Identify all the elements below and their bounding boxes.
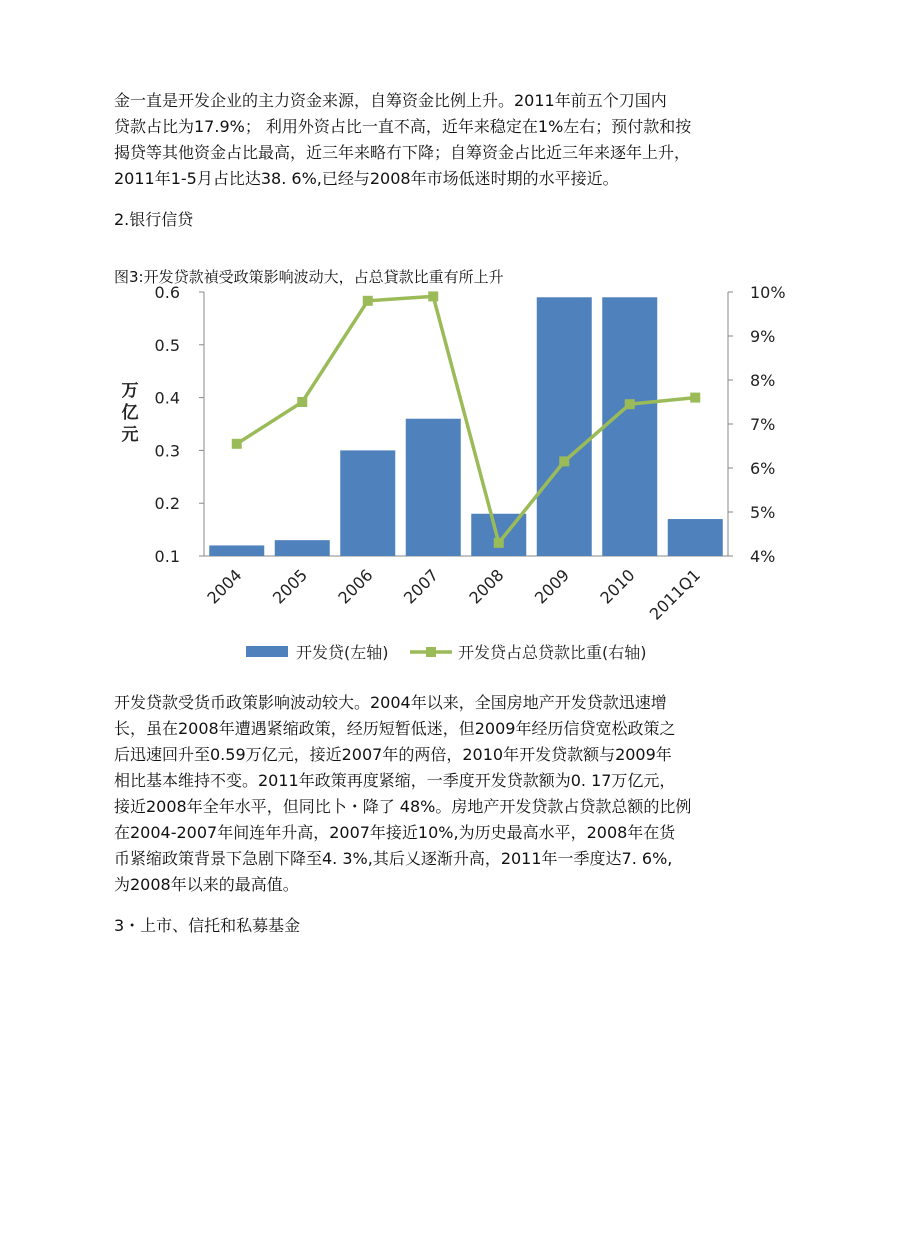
section-heading-bank-credit: 2.银行信贷 bbox=[114, 210, 194, 229]
right-tick-label: 4% bbox=[750, 547, 776, 566]
bar-2010 bbox=[602, 297, 657, 556]
category-label: 2008 bbox=[465, 565, 508, 608]
right-tick-label: 10% bbox=[750, 283, 786, 302]
paragraph-line: 贷款占比为17.9%； 利用外资占比一直不高，近年来稳定在1%左右；预付款和按 bbox=[114, 117, 692, 136]
share-point-2010 bbox=[625, 399, 635, 409]
category-label: 2007 bbox=[399, 565, 443, 608]
left-tick-label: 0.1 bbox=[154, 547, 180, 566]
bar-2004 bbox=[209, 545, 264, 556]
paragraph-funding-sources bbox=[114, 88, 764, 192]
category-label: 2005 bbox=[268, 565, 312, 608]
bar-2007 bbox=[406, 419, 461, 556]
paragraph-line: 开发贷款受货币政策影响波动较大。2004年以来，全国房地产开发贷款迅速增 bbox=[114, 693, 667, 712]
paragraph-line: 揭贷等其他资金占比最高，近三年来略冇下降；自筹资金占比近三年来逐年上升， bbox=[114, 143, 691, 162]
y-axis-label-char: 元 bbox=[121, 425, 139, 445]
legend-line-label: 开发贷占总贷款比重(右轴) bbox=[458, 643, 647, 662]
share-point-2004 bbox=[232, 439, 242, 449]
bar-2006 bbox=[340, 450, 395, 556]
paragraph-line: 后迅速回升至0.59万亿元，接近2007年的两倍，2010年开发贷款额与2009年 bbox=[114, 745, 672, 764]
left-tick-label: 0.5 bbox=[154, 335, 180, 355]
left-tick-label: 0.2 bbox=[154, 494, 180, 514]
figure-caption: 图3:开发贷款禎受政策影响波动大，占总貸款比重有所上升 bbox=[114, 268, 504, 286]
category-label: 2006 bbox=[334, 565, 377, 608]
share-point-2005 bbox=[297, 397, 307, 407]
paragraph-line: 币紧缩政策背景下急剧下降至4. 3%,其后乂逐渐升高，2011年一季度达7. 6%, bbox=[114, 849, 673, 868]
left-tick-label: 0.6 bbox=[154, 283, 180, 302]
category-label: 2010 bbox=[596, 565, 639, 608]
category-label: 2011Q1 bbox=[645, 565, 705, 624]
legend-line-marker bbox=[426, 647, 436, 657]
left-tick-label: 0.4 bbox=[154, 388, 180, 408]
right-tick-label: 9% bbox=[750, 327, 776, 346]
share-point-2007 bbox=[428, 291, 438, 301]
left-tick-label: 0.3 bbox=[154, 441, 180, 461]
paragraph-line: 金一直是开发企业的主力资金来源，自筹资金比例上升。2011年前五个刀国内 bbox=[114, 91, 667, 110]
paragraph-line: 相比基本维持不变。2011年政策再度紧缩，一季度开发贷款额为0. 17万亿元， bbox=[114, 771, 676, 790]
paragraph-development-loans bbox=[114, 690, 764, 898]
legend-bar-label: 开发贷(左轴) bbox=[296, 643, 389, 662]
share-point-2011Q1 bbox=[690, 393, 700, 403]
paragraph-line: 在2004-2007年间连年升高，2007年接近10%,为历史最高水平，2008年在货 bbox=[114, 823, 676, 842]
y-axis-label-char: 万 bbox=[121, 381, 139, 401]
paragraph-line: 长，虽在2008年遭遇紧缩政策，经历短暂低迷，但2009年经历信贷宽松政策之 bbox=[114, 719, 676, 738]
combo-chart bbox=[110, 276, 800, 676]
share-point-2006 bbox=[363, 296, 373, 306]
legend-bar-swatch bbox=[246, 646, 288, 657]
bar-2011Q1 bbox=[668, 519, 723, 556]
y-axis-label-char: 亿 bbox=[121, 403, 139, 423]
bar-2005 bbox=[275, 540, 330, 556]
share-point-2009 bbox=[559, 456, 569, 466]
paragraph-line: 2011年1-5月占比达38. 6%,已经与2008年市场低迷时期的水平接近。 bbox=[114, 169, 619, 188]
right-tick-label: 6% bbox=[750, 459, 776, 478]
right-tick-label: 5% bbox=[750, 503, 776, 522]
category-label: 2004 bbox=[203, 565, 246, 608]
right-tick-label: 7% bbox=[750, 415, 776, 434]
bar-2009 bbox=[537, 297, 592, 556]
paragraph-line: 为2008年以来的最高值。 bbox=[114, 875, 299, 894]
paragraph-line: 接近2008年全年水平，但同比卜・降了 48%。房地产开发贷款占贷款总额的比例 bbox=[114, 797, 692, 816]
share-point-2008 bbox=[494, 538, 504, 548]
category-label: 2009 bbox=[530, 565, 574, 608]
right-tick-label: 8% bbox=[750, 371, 776, 390]
section-heading-listing-trust-funds: 3・上市、信托和私募基金 bbox=[114, 916, 301, 935]
